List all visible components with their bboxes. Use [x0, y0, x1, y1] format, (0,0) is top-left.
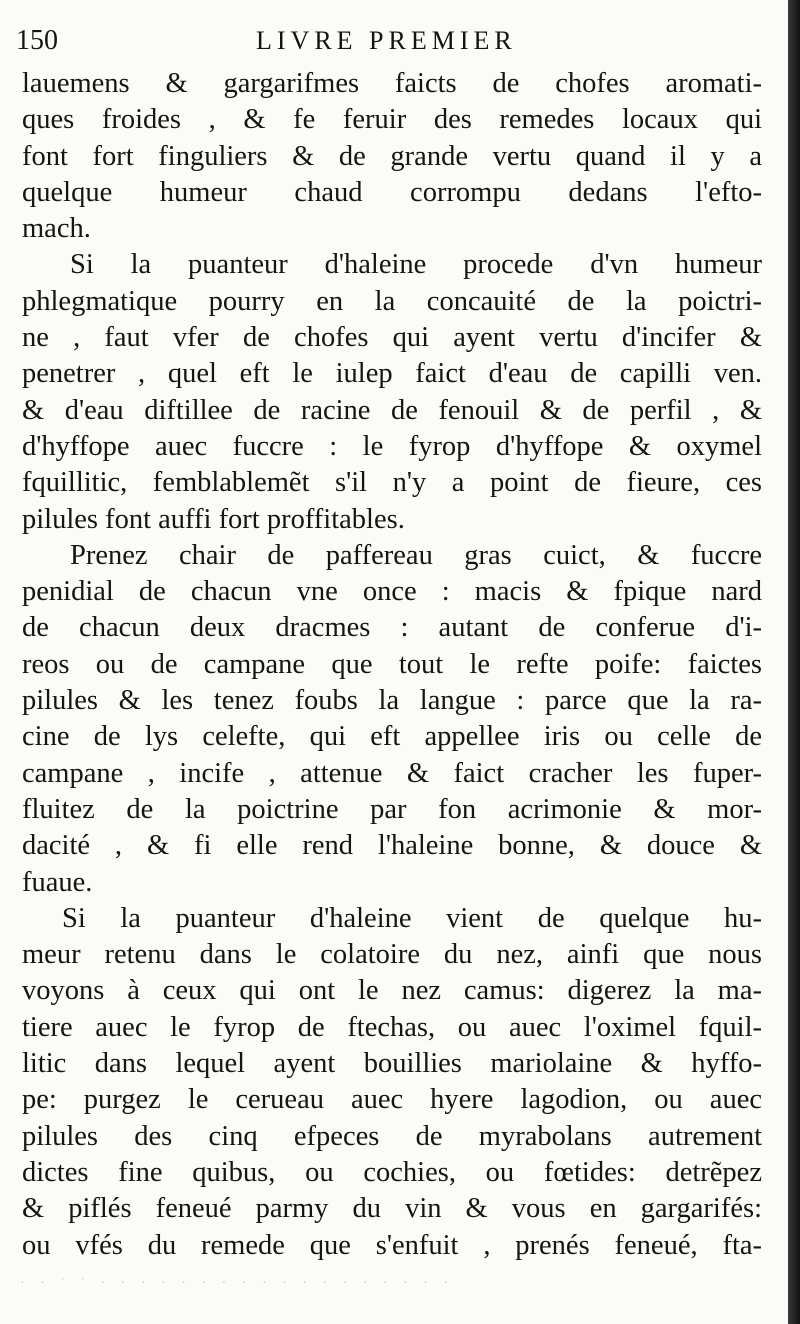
- text-line: Si la puanteur d'haleine vient de quelque hu-: [62, 902, 762, 934]
- text-line: voyons à ceux qui ont le nez camus: digerez la ma-: [22, 975, 762, 1007]
- text-line: dacité , & fi elle rend l'haleine bonne, & douce &: [22, 830, 762, 862]
- text-line: campane , incife , attenue & faict cracher les fuper-: [22, 757, 762, 789]
- paragraph-2: [22, 247, 762, 537]
- text-line: ou vfés du remede que s'enfuit , prenés feneué, fta-: [22, 1229, 762, 1261]
- text-line: reos ou de campane que tout le refte poife: faictes: [22, 648, 762, 680]
- text-line: meur retenu dans le colatoire du nez, ainfi que nous: [22, 939, 762, 971]
- text-line: lauemens & gargarifmes faicts de chofes aromati-: [22, 68, 762, 99]
- text-line: penidial de chacun vne once : macis & fpique nard: [22, 576, 762, 608]
- text-line: de chacun deux dracmes : autant de conferue d'i-: [22, 612, 762, 644]
- text-line: dictes fine quibus, ou cochies, ou fœtides: detrẽpez: [22, 1156, 762, 1188]
- paragraph-4: [22, 901, 762, 1264]
- text-line: & piflés feneué parmy du vin & vous en gargarifés:: [22, 1193, 762, 1225]
- text-line: fluitez de la poictrine par fon acrimonie & mor-: [22, 793, 762, 825]
- page-number: 150: [16, 25, 58, 56]
- text-line: tiere auec le fyrop de ftechas, ou auec l'oximel fquil-: [22, 1011, 762, 1043]
- text-line: fuaue.: [22, 866, 93, 898]
- running-head: [16, 20, 756, 60]
- page-edge-shadow: [788, 0, 800, 1324]
- text-line: mach.: [22, 213, 91, 245]
- bleed-through-marks: · · ˙ ˙ · · · · · · · · · · · · · · · · · ·: [20, 1276, 455, 1291]
- text-line: d'hyffope auec fuccre : le fyrop d'hyffope & oxymel: [22, 430, 762, 462]
- text-line: & d'eau diftillee de racine de fenouil & de perfil , &: [22, 394, 762, 426]
- text-line: pe: purgez le cerueau auec hyere lagodion, ou auec: [22, 1084, 762, 1116]
- running-title: LIVRE PREMIER: [256, 26, 517, 55]
- text-line: cine de lys celefte, qui eft appellee iris ou celle de: [22, 721, 762, 753]
- paragraph-3: [22, 538, 762, 901]
- text-line: pilules des cinq efpeces de myrabolans autrement: [22, 1120, 762, 1152]
- text-line: phlegmatique pourry en la concauité de la poictri-: [22, 285, 762, 317]
- text-line: font fort finguliers & de grande vertu quand il y a: [22, 140, 762, 172]
- text-line: litic dans lequel ayent bouillies mariolaine & hyffo-: [22, 1048, 762, 1080]
- text-line: ne , faut vfer de chofes qui ayent vertu d'incifer &: [22, 322, 762, 354]
- text-line: pilules & les tenez foubs la langue : parce que la ra-: [22, 685, 762, 717]
- text-line: ques froides , & fe feruir des remedes locaux qui: [22, 104, 762, 136]
- text-line: quelque humeur chaud corrompu dedans l'efto-: [22, 176, 762, 208]
- paragraph-1: [22, 66, 762, 247]
- text-line: pilules font auffi fort proffitables.: [22, 503, 405, 535]
- text-line: Prenez chair de paffereau gras cuict, & fuccre: [70, 539, 762, 571]
- text-line: penetrer , quel eft le iulep faict d'eau de capilli ven.: [22, 358, 762, 390]
- body-text: [22, 66, 762, 1264]
- text-line: Si la puanteur d'haleine procede d'vn humeur: [70, 249, 762, 281]
- text-line: fquillitic, femblablemẽt s'il n'y a point de fieure, ces: [22, 467, 762, 499]
